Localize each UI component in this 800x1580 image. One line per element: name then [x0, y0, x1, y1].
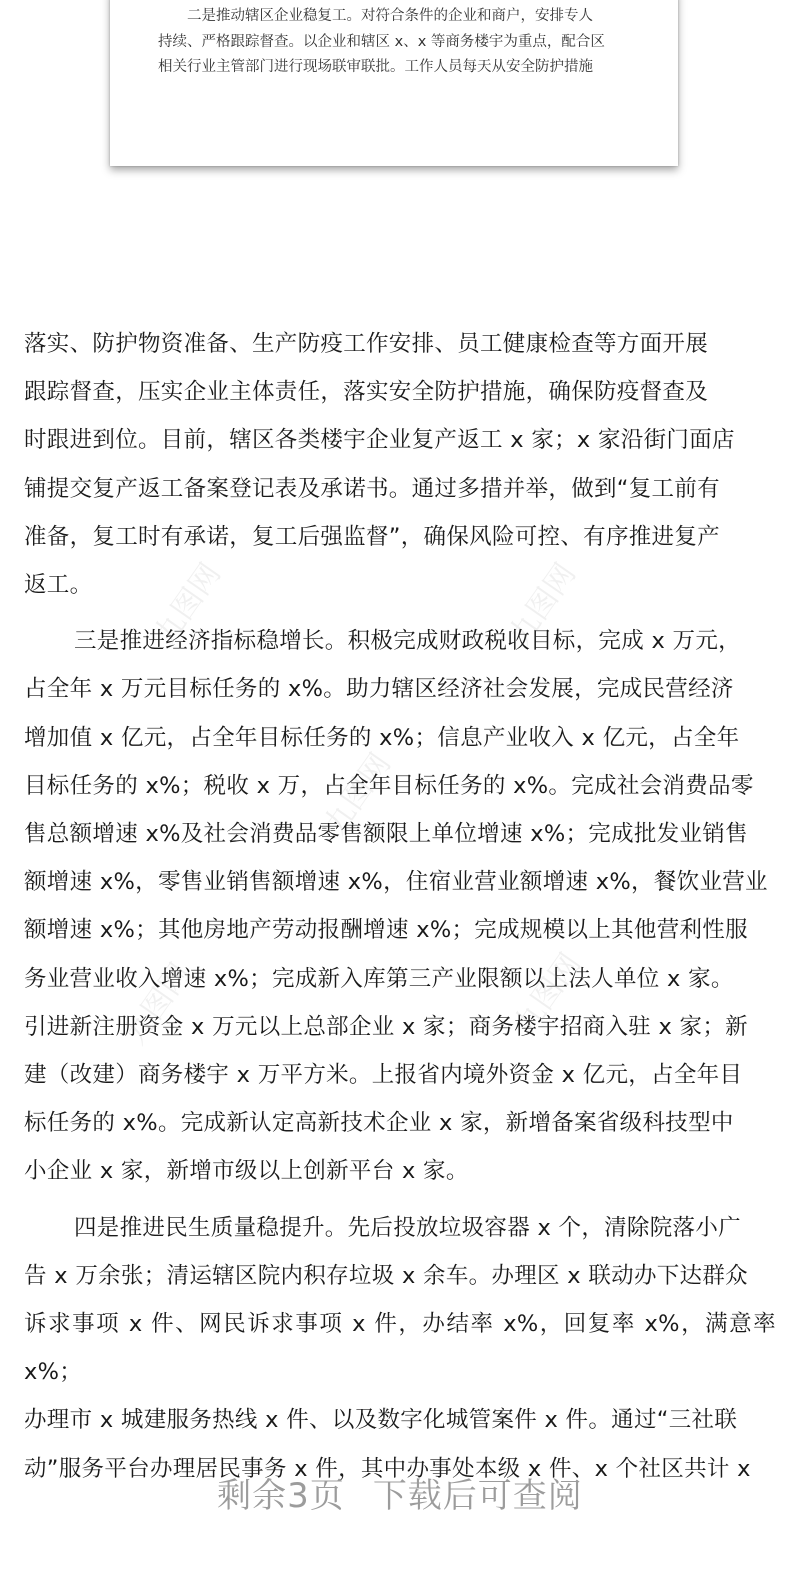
download-prompt[interactable] — [0, 1468, 800, 1517]
document-body — [24, 320, 776, 1501]
paragraph-2: 三是推进经济指标稳增长。积极完成财政税收目标，完成 x 万元， 占全年 x 万元目标任务的 x%。助力辖区经济社会发展，完成民营经济 增加值 x 亿元，占全年目标任务的 x%；信息产业收入 x 亿元，占全年 目标任务的 x%；税收 x 万，占全年目标任务的 x%。完成社会消费品零 售总额增速 x%及社会消费品零售额限上单位增速 x%；完成批发业销售 额增速 x%，零售业销售额增速 x%，住宿业营业额增速 x%，餐饮业营业 额增速 x%；其他房地产劳动报酬增速 x%；完成规模以上其他营利性服 务业营业收入增速 x%；完成新入库第三产业限额以上法人单位 x 家。 引进新注册资金 x 万元以上总部企业 x 家；商务楼宇招商入驻 x 家；新 建（改建）商务楼宇 x 万平方米。上报省内境外资金 x 亿元，占全年目 标任务的 x%。完成新认定高新技术企业 x 家，新增备案省级科技型中 小企业 x 家，新增市级以上创新平台 x 家。 — [24, 628, 768, 1185]
preview-card — [110, 0, 678, 166]
watermark: 九图网 — [507, 947, 589, 1041]
download-to-view-label[interactable]: 下载后可查阅 — [372, 1476, 583, 1516]
watermark: 九图网 — [317, 747, 399, 841]
watermark: 九图网 — [147, 557, 229, 651]
paragraph-1: 落实、防护物资准备、生产防疫工作安排、员工健康检查等方面开展 跟踪督查，压实企业主体责任，落实安全防护措施，确保防疫督查及 时跟进到位。目前，辖区各类楼宇企业复产返工 x 家；x 家沿街门面店 铺提交复产返工备案登记表及承诺书。通过多措并举，做到“复工前有 准备，复工时有承诺，复工后强监督”，确保风险可控、有序推进复产 返工。 — [24, 331, 735, 599]
paragraph-3: 四是推进民生质量稳提升。先后投放垃圾容器 x 个，清除院落小广 告 x 万余张；清运辖区院内积存垃圾 x 余车。办理区 x 联动办下达群众 诉求事项 x 件、网民诉求事项 x 件，办结率 x%，回复率 x%，满意率 x%； 办理市 x 城建服务热线 x 件、以及数字化城管案件 x 件。通过“三社联 动”服务平台办理居民事务 x 件，其中办事处本级 x 件、x 个社区共计 x — [24, 1214, 776, 1482]
watermark: 九图网 — [117, 957, 199, 1051]
watermark: 九图网 — [502, 557, 584, 651]
remaining-pages-label: 剩余3页 — [217, 1476, 345, 1516]
preview-paragraph: 二是推动辖区企业稳复工。对符合条件的企业和商户，安排专人 持续、严格跟踪督查。以企业和辖区 x、x 等商务楼宇为重点，配合区 相关行业主管部门进行现场联审联批。工作人员每天从安全防护措施 — [158, 8, 605, 75]
